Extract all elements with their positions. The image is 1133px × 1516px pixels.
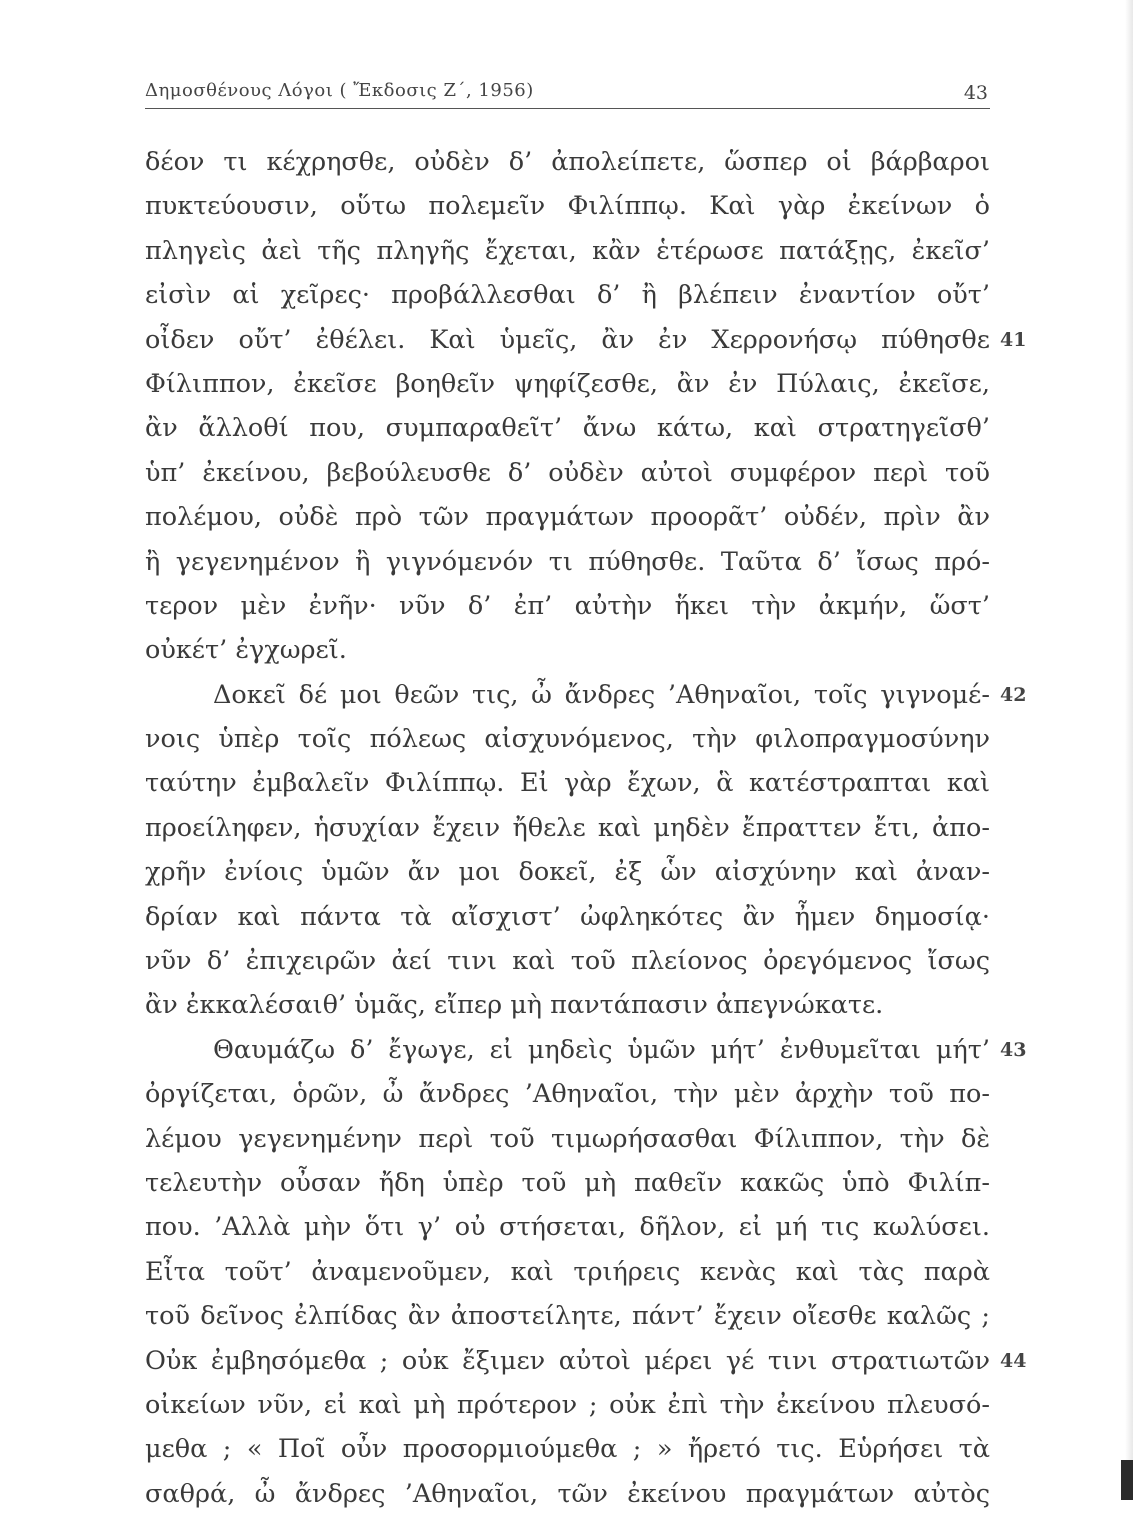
text-line: μεθα ; « Ποῖ οὖν προσορμιούμεθα ; » ἤρετό τις. Εὑρήσει τὰ: [145, 1434, 990, 1465]
text-line: οἶδεν οὔτ’ ἐθέλει. Καὶ ὑμεῖς, ἂν ἐν Χερρονήσῳ πύθησθε 41: [145, 318, 990, 362]
text-line: οἰκείων νῦν, εἰ καὶ μὴ πρότερον ; οὐκ ἐπὶ τὴν ἐκείνου πλευσό-: [145, 1389, 990, 1420]
text-line: ταύτην ἐμβαλεῖν Φιλίππῳ. Εἰ γὰρ ἔχων, ἃ κατέστραπται καὶ: [145, 768, 990, 799]
text-line: ἂν ἐκκαλέσαιθ’ ὑμᾶς, εἴπερ μὴ παντάπασιν ἀπεγνώκατε.: [145, 990, 884, 1021]
paragraph-start-line: Θαυμάζω δ’ ἔγωγε, εἰ μηδεὶς ὑμῶν μήτ’ ἐνθυμεῖται μήτ’ 43: [145, 1028, 990, 1072]
page-number: 43: [963, 82, 988, 104]
section-number: 43: [1000, 1038, 1027, 1061]
section-number: 41: [1000, 328, 1027, 351]
text-line: νοις ὑπὲρ τοῖς πόλεως αἰσχυνόμενος, τὴν φιλοπραγμοσύνην: [145, 724, 990, 755]
text-line: ὀργίζεται, ὁρῶν, ὦ ἄνδρες ’Αθηναῖοι, τὴν μὲν ἀρχὴν τοῦ πο-: [145, 1079, 990, 1110]
body-text: [145, 140, 1027, 1516]
text-line: τερον μὲν ἐνῆν· νῦν δ’ ἐπ’ αὐτὴν ἥκει τὴν ἀκμήν, ὥστ’: [145, 590, 990, 621]
scan-edge-shadow: [1125, 0, 1133, 1500]
text-line: πυκτεύουσιν, οὕτω πολεμεῖν Φιλίππῳ. Καὶ γὰρ ἐκείνων ὁ: [145, 191, 990, 222]
text-line: τελευτὴν οὖσαν ἤδη ὑπὲρ τοῦ μὴ παθεῖν κακῶς ὑπὸ Φιλίπ-: [145, 1167, 990, 1198]
text-line: ὑπ’ ἐκείνου, βεβούλευσθε δ’ οὐδὲν αὐτοὶ συμφέρον περὶ τοῦ: [145, 457, 990, 488]
text-line: Οὐκ ἐμβησόμεθα ; οὐκ ἔξιμεν αὐτοὶ μέρει γέ τινι στρατιωτῶν 44: [145, 1339, 990, 1383]
paragraph-start-line: Δοκεῖ δέ μοι θεῶν τις, ὦ ἄνδρες ’Αθηναῖοι, τοῖς γιγνομέ- 42: [145, 673, 990, 717]
text-line: πολέμου, οὐδὲ πρὸ τῶν πραγμάτων προορᾶτ’ οὐδέν, πρὶν ἂν: [145, 502, 990, 533]
text-line: ἢ γεγενημένον ἢ γιγνόμενόν τι πύθησθε. Ταῦτα δ’ ἴσως πρό-: [145, 546, 990, 577]
text-line: οὐκέτ’ ἐγχωρεῖ.: [145, 635, 347, 666]
text-line: τοῦ δεῖνος ἐλπίδας ἂν ἀποστείλητε, πάντ’ ἔχειν οἴεσθε καλῶς ;: [145, 1301, 990, 1332]
text-line: Εἶτα τοῦτ’ ἀναμενοῦμεν, καὶ τριήρεις κενὰς καὶ τὰς παρὰ: [145, 1256, 990, 1287]
text-line: νῦν δ’ ἐπιχειρῶν ἀεί τινι καὶ τοῦ πλείονος ὀρεγόμενος ἴσως: [145, 946, 990, 977]
text-line: χρῆν ἐνίοις ὑμῶν ἄν μοι δοκεῖ, ἐξ ὧν αἰσχύνην καὶ ἀναν-: [145, 857, 990, 888]
running-header: [145, 78, 990, 109]
text-line: ἂν ἄλλοθί που, συμπαραθεῖτ’ ἄνω κάτω, καὶ στρατηγεῖσθ’: [145, 413, 990, 444]
text-line: εἰσὶν αἱ χεῖρες· προβάλλεσθαι δ’ ἢ βλέπειν ἐναντίον οὔτ’: [145, 280, 990, 311]
header-title: Δημοσθένους Λόγοι ( Ἔκδοσις Ζ΄, 1956): [145, 80, 534, 101]
text-line: προείληφεν, ἡσυχίαν ἔχειν ἤθελε καὶ μηδὲν ἔπραττεν ἔτι, ἀπο-: [145, 812, 990, 843]
text-line: σαθρά, ὦ ἄνδρες ’Αθηναῖοι, τῶν ἐκείνου πραγμάτων αὐτὸς: [145, 1478, 990, 1509]
section-number: 42: [1000, 683, 1027, 706]
text-line: δέον τι κέχρησθε, οὐδὲν δ’ ἀπολείπετε, ὥσπερ οἱ βάρβαροι: [145, 147, 990, 177]
text-line: που. ’Αλλὰ μὴν ὅτι γ’ οὐ στήσεται, δῆλον, εἰ μή τις κωλύσει.: [145, 1212, 990, 1243]
text-line: δρίαν καὶ πάντα τὰ αἴσχιστ’ ὠφληκότες ἂν ἦμεν δημοσίᾳ·: [145, 901, 990, 932]
section-number: 44: [1000, 1349, 1027, 1372]
text-line: πληγεὶς ἀεὶ τῆς πληγῆς ἔχεται, κἂν ἑτέρωσε πατάξῃς, ἐκεῖσ’: [145, 235, 990, 266]
scan-corner-mark: [1121, 1460, 1133, 1500]
text-line: λέμου γεγενημένην περὶ τοῦ τιμωρήσασθαι Φίλιππον, τὴν δὲ: [145, 1123, 990, 1154]
text-line: Φίλιππον, ἐκεῖσε βοηθεῖν ψηφίζεσθε, ἂν ἐν Πύλαις, ἐκεῖσε,: [145, 368, 990, 399]
